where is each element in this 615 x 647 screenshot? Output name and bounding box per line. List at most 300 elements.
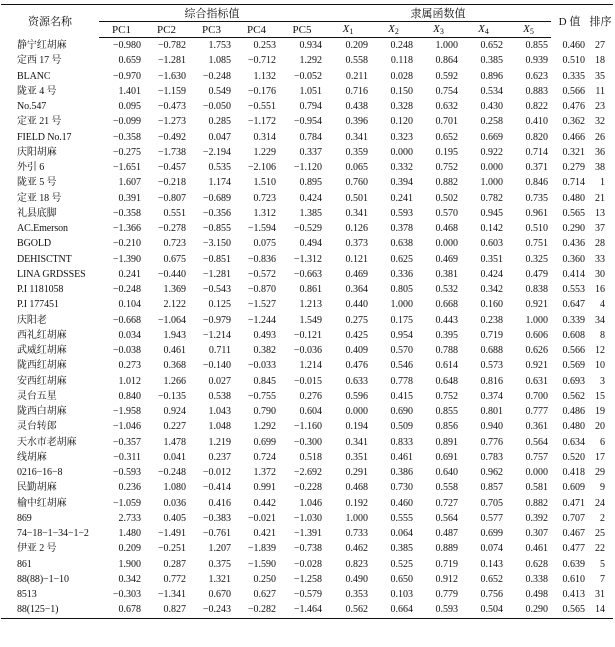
cell-pc2: 0.675 <box>163 253 186 265</box>
cell-pc5: 0.861 <box>299 284 322 296</box>
cell-pc2: −1.341 <box>157 589 186 601</box>
table-row <box>1 252 613 267</box>
cell-pc2: 1.478 <box>163 436 186 448</box>
cell-x4: 0.258 <box>480 116 503 128</box>
cell-pc5: 0.604 <box>299 406 322 418</box>
cell-rank: 22 <box>595 543 605 555</box>
cell-x4: 0.504 <box>461 602 506 618</box>
cell-pc2: −0.492 <box>157 131 186 143</box>
cell-pc5: −0.015 <box>293 375 322 387</box>
cell-x1: 0.558 <box>345 55 368 67</box>
cell-x3: 0.558 <box>435 482 458 494</box>
table-row <box>1 419 613 434</box>
cell-x1: 0.351 <box>345 451 368 463</box>
cell-pc5: −1.391 <box>293 528 322 540</box>
cell-x5: 0.307 <box>525 528 548 540</box>
cell-resource-name: 榆中红胡麻 <box>17 497 67 509</box>
cell-x5: 0.581 <box>525 482 548 494</box>
cell-x3: 0.855 <box>435 406 458 418</box>
cell-pc1: 0.391 <box>118 192 141 204</box>
cell-resource-name: 礼县底脚 <box>17 207 57 219</box>
cell-pc3: −0.050 <box>202 101 231 113</box>
cell-pc3: 1.219 <box>208 436 231 448</box>
cell-d-value: 0.467 <box>562 528 585 540</box>
cell-x3: 0.502 <box>435 192 458 204</box>
cell-x2: 0.805 <box>390 284 413 296</box>
cell-pc4: 0.699 <box>253 436 276 448</box>
cell-pc2: 1.266 <box>163 375 186 387</box>
x-subscript: 2 <box>394 27 399 36</box>
cell-x4: 0.351 <box>480 253 503 265</box>
cell-x5: 0.855 <box>525 40 548 52</box>
table-row <box>1 145 613 160</box>
cell-resource-name: 天水市老胡麻 <box>17 436 77 448</box>
cell-x1: 0.341 <box>345 207 368 219</box>
cell-resource-name: 庆阳老 <box>17 314 47 326</box>
cell-pc1: 0.241 <box>118 268 141 280</box>
cell-x1: 0.194 <box>345 421 368 433</box>
cell-d-value: 0.436 <box>562 238 585 250</box>
cell-pc3: 0.375 <box>208 558 231 570</box>
cell-resource-name: 陇亚 5 号 <box>17 177 57 189</box>
cell-x2: 0.593 <box>390 207 413 219</box>
cell-x3: 0.719 <box>435 558 458 570</box>
cell-rank: 11 <box>595 85 605 97</box>
cell-rank: 24 <box>595 497 605 509</box>
cell-pc2: 0.772 <box>163 573 186 585</box>
cell-rank: 7 <box>600 573 605 585</box>
cell-resource-name: 74−18−1−34−1−2 <box>17 528 89 540</box>
cell-d-value: 0.477 <box>562 543 585 555</box>
cell-rank: 25 <box>595 528 605 540</box>
cell-x4: 0.688 <box>480 345 503 357</box>
cell-pc1: 0.840 <box>118 390 141 402</box>
cell-d-value: 0.480 <box>562 421 585 433</box>
cell-pc2: 0.405 <box>163 512 186 524</box>
cell-pc4: −1.590 <box>247 558 276 570</box>
cell-pc3: −0.414 <box>202 482 231 494</box>
cell-rank: 37 <box>595 223 605 235</box>
cell-d-value: 0.418 <box>562 467 585 479</box>
cell-pc5: 0.518 <box>299 451 322 463</box>
cell-x3: 0.701 <box>435 116 458 128</box>
table-row <box>1 404 613 419</box>
cell-x3: 0.668 <box>435 299 458 311</box>
cell-x4: 0.922 <box>480 146 503 158</box>
cell-x3: 0.381 <box>435 268 458 280</box>
cell-pc3: −0.383 <box>202 512 231 524</box>
cell-pc3: 0.711 <box>208 345 231 357</box>
cell-pc2: 0.227 <box>163 421 186 433</box>
cell-x1: 0.468 <box>345 482 368 494</box>
cell-pc4: 0.723 <box>253 192 276 204</box>
cell-x3: 0.648 <box>435 375 458 387</box>
cell-resource-name: 0216−16−8 <box>17 467 63 479</box>
cell-d-value: 0.565 <box>562 207 585 219</box>
cell-pc5: −0.738 <box>293 543 322 555</box>
cell-rank: 9 <box>600 482 605 494</box>
cell-x5: 0.626 <box>525 345 548 357</box>
cell-pc1: 0.095 <box>118 101 141 113</box>
table-row <box>1 389 613 404</box>
cell-d-value: 0.279 <box>562 162 585 174</box>
cell-pc2: −0.440 <box>157 268 186 280</box>
x-subscript: 4 <box>484 27 489 36</box>
cell-pc4: −0.572 <box>247 268 276 280</box>
cell-resource-name: 庆阳胡麻 <box>17 146 57 158</box>
cell-resource-name: 陇西红胡麻 <box>17 360 67 372</box>
cell-x3: 0.882 <box>435 177 458 189</box>
cell-pc5: −1.120 <box>293 162 322 174</box>
cell-x4: 0.385 <box>480 55 503 67</box>
table-row <box>1 236 613 251</box>
cell-rank: 30 <box>595 268 605 280</box>
table-row <box>1 130 613 145</box>
cell-x2: 0.241 <box>390 192 413 204</box>
cell-x2: 0.385 <box>390 543 413 555</box>
cell-rank: 16 <box>595 284 605 296</box>
cell-rank: 3 <box>600 375 605 387</box>
cell-x4: 0.142 <box>480 223 503 235</box>
cell-pc1: −0.980 <box>112 40 141 52</box>
cell-x1: 0.209 <box>345 40 368 52</box>
cell-x2: 0.118 <box>390 55 413 67</box>
cell-x3: 0.469 <box>435 253 458 265</box>
cell-pc4: −0.176 <box>247 85 276 97</box>
cell-x3: 0.752 <box>435 162 458 174</box>
cell-resource-name: 88(88)−1−10 <box>17 573 69 585</box>
cell-x1: 1.000 <box>345 512 368 524</box>
cell-x3: 0.592 <box>435 70 458 82</box>
cell-pc4: 0.382 <box>253 345 276 357</box>
table-row <box>1 526 613 541</box>
cell-x2: 0.690 <box>390 406 413 418</box>
cell-x4: 0.652 <box>480 573 503 585</box>
cell-x4: 0.783 <box>480 451 503 463</box>
cell-x2: 0.000 <box>390 146 413 158</box>
cell-x5: 0.498 <box>525 589 548 601</box>
cell-x4: 0.816 <box>480 375 503 387</box>
cell-pc5: 1.385 <box>299 207 322 219</box>
cell-x4: 0.143 <box>480 558 503 570</box>
cell-x1: 0.353 <box>345 589 368 601</box>
cell-pc4: −0.870 <box>247 284 276 296</box>
cell-pc4: −1.839 <box>247 543 276 555</box>
cell-pc2: −0.251 <box>157 543 186 555</box>
cell-resource-name: 灵台转郎 <box>17 421 57 433</box>
cell-x1: 0.760 <box>345 177 368 189</box>
table-row <box>1 191 613 206</box>
cell-x5: 0.325 <box>525 253 548 265</box>
cell-x2: 0.460 <box>390 497 413 509</box>
header-d-value: D 值 <box>558 16 581 29</box>
cell-d-value: 0.608 <box>562 329 585 341</box>
cell-pc1: 0.659 <box>118 55 141 67</box>
cell-pc1: −0.358 <box>112 131 141 143</box>
cell-resource-name: 线胡麻 <box>17 451 47 463</box>
cell-d-value: 0.714 <box>562 177 585 189</box>
cell-pc3: 0.047 <box>208 131 231 143</box>
header-pc5: PC5 <box>279 22 325 38</box>
cell-pc5: −0.954 <box>293 116 322 128</box>
cell-d-value: 0.339 <box>562 314 585 326</box>
cell-rank: 8 <box>600 329 605 341</box>
cell-x5: 0.410 <box>525 116 548 128</box>
table-row <box>1 328 613 343</box>
cell-x5: 0.777 <box>525 406 548 418</box>
cell-x5: 0.290 <box>506 602 551 618</box>
cell-pc2: 1.943 <box>163 329 186 341</box>
cell-x4: 0.756 <box>480 589 503 601</box>
cell-pc5: −1.464 <box>279 602 325 618</box>
cell-d-value: 0.562 <box>562 390 585 402</box>
cell-pc3: 0.549 <box>208 85 231 97</box>
x-letter: X <box>342 23 350 35</box>
cell-rank: 10 <box>595 360 605 372</box>
cell-pc5: −1.258 <box>293 573 322 585</box>
cell-pc3: −0.248 <box>202 70 231 82</box>
table-row <box>1 496 613 511</box>
table-row <box>1 38 613 54</box>
cell-x4: 0.669 <box>480 131 503 143</box>
cell-pc2: −1.630 <box>157 70 186 82</box>
cell-x2: 0.064 <box>390 528 413 540</box>
cell-x1: 0.462 <box>345 543 368 555</box>
cell-rank: 12 <box>595 345 605 357</box>
table-row <box>1 358 613 373</box>
cell-rank: 14 <box>588 602 613 618</box>
cell-x5: 0.939 <box>525 55 548 67</box>
cell-x2: 0.509 <box>390 421 413 433</box>
cell-pc5: −1.030 <box>293 512 322 524</box>
table-row <box>1 343 613 358</box>
table-row <box>1 313 613 328</box>
cell-d-value: 0.360 <box>562 253 585 265</box>
cell-d-value: 0.290 <box>562 223 585 235</box>
cell-pc1: −0.358 <box>112 207 141 219</box>
cell-resource-name: No.547 <box>17 101 47 113</box>
cell-resource-name: 武威红胡麻 <box>17 345 67 357</box>
cell-x2: 0.546 <box>390 360 413 372</box>
cell-rank: 28 <box>595 238 605 250</box>
cell-pc5: 0.337 <box>299 146 322 158</box>
cell-x4: 0.782 <box>480 192 503 204</box>
cell-d-value: 0.707 <box>562 512 585 524</box>
cell-x5: 0.461 <box>525 543 548 555</box>
cell-pc3: −0.689 <box>202 192 231 204</box>
header-group-membership: 隶属函数值 <box>325 5 551 22</box>
cell-x2: 0.570 <box>390 345 413 357</box>
header-pc3: PC3 <box>189 22 234 38</box>
cell-x2: 0.638 <box>390 238 413 250</box>
cell-x4: 0.000 <box>480 162 503 174</box>
cell-pc5: −0.036 <box>293 345 322 357</box>
header-x1 <box>325 22 371 38</box>
cell-x5: 0.510 <box>525 223 548 235</box>
cell-d-value: 0.569 <box>562 360 585 372</box>
cell-x5: 0.735 <box>525 192 548 204</box>
table-row <box>1 511 613 526</box>
x-letter: X <box>433 23 440 35</box>
cell-pc1: −0.038 <box>112 345 141 357</box>
cell-d-value: 0.335 <box>562 70 585 82</box>
cell-pc2: 0.924 <box>163 406 186 418</box>
cell-pc3: −3.150 <box>202 238 231 250</box>
cell-x5: 0.371 <box>525 162 548 174</box>
cell-resource-name: 西礼红胡麻 <box>17 329 67 341</box>
cell-x4: 0.238 <box>480 314 503 326</box>
cell-x5: 0.961 <box>525 207 548 219</box>
cell-x1: 0.562 <box>325 602 371 618</box>
cell-pc1: −0.275 <box>112 146 141 158</box>
cell-x1: 0.438 <box>345 101 368 113</box>
cell-pc4: 1.372 <box>253 467 276 479</box>
cell-pc5: 0.934 <box>299 40 322 52</box>
cell-pc3: 1.043 <box>208 406 231 418</box>
cell-pc1: 1.900 <box>118 558 141 570</box>
cell-x3: 0.891 <box>435 436 458 448</box>
cell-resource-name: 定亚 21 号 <box>17 116 62 128</box>
header-x3 <box>416 22 461 38</box>
cell-x1: 0.341 <box>345 436 368 448</box>
cell-d-value: 0.486 <box>562 406 585 418</box>
cell-pc5: 0.794 <box>299 101 322 113</box>
cell-x4: 0.962 <box>480 467 503 479</box>
cell-d-value: 0.510 <box>562 55 585 67</box>
cell-pc1: −0.668 <box>112 314 141 326</box>
cell-x2: 0.150 <box>390 85 413 97</box>
cell-d-value: 0.480 <box>562 192 585 204</box>
cell-x5: 0.846 <box>525 177 548 189</box>
cell-x1: 0.425 <box>345 329 368 341</box>
cell-rank: 19 <box>595 406 605 418</box>
cell-x1: 0.126 <box>345 223 368 235</box>
cell-pc4: −0.755 <box>247 390 276 402</box>
cell-x3: 0.856 <box>435 421 458 433</box>
cell-pc1: 1.607 <box>118 177 141 189</box>
cell-pc3: 1.321 <box>208 573 231 585</box>
cell-x4: 0.160 <box>480 299 503 311</box>
cell-x3: 0.752 <box>435 390 458 402</box>
cell-resource-name: 陇亚 4 号 <box>17 85 57 97</box>
cell-pc1: 0.273 <box>118 360 141 372</box>
cell-x2: 0.386 <box>390 467 413 479</box>
cell-pc2: −0.278 <box>157 223 186 235</box>
cell-x2: 0.833 <box>390 436 413 448</box>
cell-d-value: 0.476 <box>562 101 585 113</box>
cell-x1: 0.000 <box>345 406 368 418</box>
cell-pc1: −1.059 <box>112 497 141 509</box>
cell-pc2: −0.135 <box>157 390 186 402</box>
cell-pc4: 0.421 <box>253 528 276 540</box>
cell-x3: 0.570 <box>435 207 458 219</box>
cell-x3: 0.632 <box>435 101 458 113</box>
cell-pc1: −1.390 <box>112 253 141 265</box>
cell-resource-name: 民勤胡麻 <box>17 482 57 494</box>
cell-pc4: 0.075 <box>253 238 276 250</box>
table-row <box>1 557 613 572</box>
x-subscript: 5 <box>529 27 534 36</box>
cell-x5: 0.921 <box>525 360 548 372</box>
cell-x5: 0.623 <box>525 70 548 82</box>
cell-pc3: 1.207 <box>208 543 231 555</box>
cell-pc3: −0.761 <box>202 528 231 540</box>
header-x5 <box>506 22 551 38</box>
cell-x3: 0.564 <box>435 512 458 524</box>
cell-pc1: 2.733 <box>118 512 141 524</box>
cell-rank: 32 <box>595 116 605 128</box>
table-row <box>1 114 613 129</box>
resource-evaluation-table <box>1 4 613 619</box>
cell-pc2: −0.782 <box>157 40 186 52</box>
cell-x1: 0.823 <box>345 558 368 570</box>
cell-x4: 1.000 <box>480 177 503 189</box>
cell-resource-name: 外引 6 <box>17 162 45 174</box>
cell-pc4: −0.033 <box>247 360 276 372</box>
cell-rank: 20 <box>595 421 605 433</box>
cell-pc4: 1.312 <box>253 207 276 219</box>
cell-d-value: 0.362 <box>562 116 585 128</box>
cell-pc5: −0.052 <box>293 70 322 82</box>
cell-x4: 0.573 <box>480 360 503 372</box>
cell-x1: 0.359 <box>345 146 368 158</box>
cell-pc5: 1.549 <box>299 314 322 326</box>
cell-x4: 0.857 <box>480 482 503 494</box>
cell-pc5: 0.276 <box>299 390 322 402</box>
cell-pc3: 0.237 <box>208 451 231 463</box>
cell-pc2: 1.369 <box>163 284 186 296</box>
table-row <box>1 587 613 602</box>
cell-x5: 0.714 <box>525 146 548 158</box>
cell-x1: 0.275 <box>345 314 368 326</box>
cell-pc1: 1.480 <box>118 528 141 540</box>
cell-rank: 38 <box>595 162 605 174</box>
cell-x3: 1.000 <box>435 40 458 52</box>
cell-pc2: 0.287 <box>163 558 186 570</box>
cell-x2: 0.555 <box>390 512 413 524</box>
cell-x1: 0.733 <box>345 528 368 540</box>
cell-resource-name: 灵台五星 <box>17 390 57 402</box>
cell-d-value: 0.414 <box>562 268 585 280</box>
cell-resource-name: 静宁红胡麻 <box>17 39 67 51</box>
cell-pc4: −0.551 <box>247 101 276 113</box>
cell-rank: 33 <box>595 253 605 265</box>
cell-x4: 0.699 <box>480 528 503 540</box>
cell-pc3: −0.855 <box>202 223 231 235</box>
cell-x1: 0.633 <box>345 375 368 387</box>
cell-x2: 0.415 <box>390 390 413 402</box>
cell-pc1: 0.236 <box>118 482 141 494</box>
cell-pc3: −0.851 <box>202 253 231 265</box>
cell-x5: 0.883 <box>525 85 548 97</box>
cell-pc4: −0.282 <box>234 602 279 618</box>
table-row <box>1 374 613 389</box>
cell-resource-name: P.I 1181058 <box>17 284 64 296</box>
cell-x1: 0.501 <box>345 192 368 204</box>
cell-x3: 0.889 <box>435 543 458 555</box>
cell-pc1: 0.678 <box>99 602 144 618</box>
cell-pc1: 0.034 <box>118 329 141 341</box>
cell-x3: 0.691 <box>435 451 458 463</box>
cell-x4: 0.896 <box>480 70 503 82</box>
cell-x3: 0.195 <box>435 146 458 158</box>
cell-x1: 0.341 <box>345 131 368 143</box>
cell-x2: 0.332 <box>390 162 413 174</box>
cell-x5: 0.822 <box>525 101 548 113</box>
cell-x2: 0.028 <box>390 70 413 82</box>
cell-x1: 0.469 <box>345 268 368 280</box>
cell-pc1: −0.099 <box>112 116 141 128</box>
